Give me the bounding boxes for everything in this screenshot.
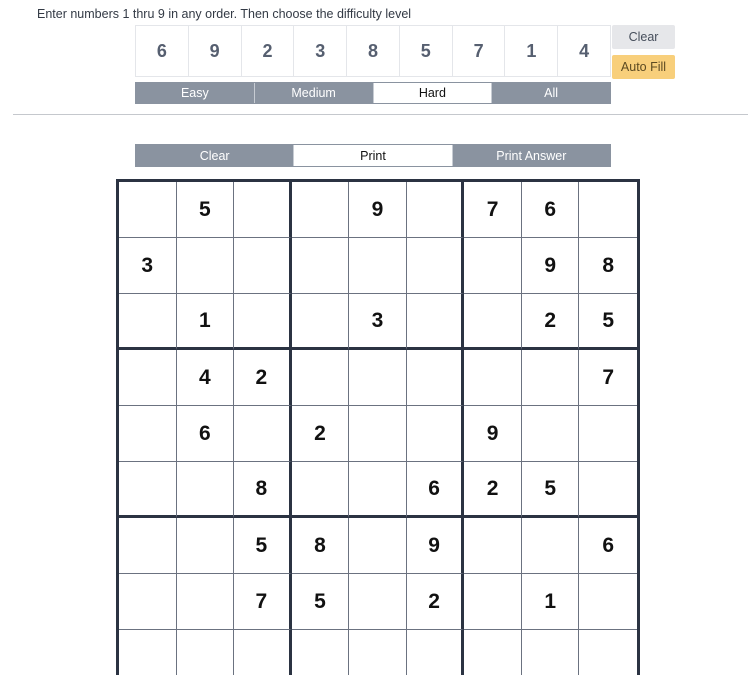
sudoku-cell[interactable]: 2: [464, 462, 522, 518]
sudoku-cell[interactable]: [349, 406, 407, 462]
sudoku-cell[interactable]: [292, 462, 350, 518]
sudoku-cell[interactable]: [292, 182, 350, 238]
difficulty-easy-button[interactable]: Easy: [136, 83, 255, 103]
sudoku-cell[interactable]: 5: [522, 462, 580, 518]
difficulty-selector: [135, 82, 611, 104]
sudoku-cell[interactable]: [234, 238, 292, 294]
sudoku-cell[interactable]: 5: [579, 294, 637, 350]
sudoku-cell[interactable]: 5: [234, 518, 292, 574]
difficulty-medium-button[interactable]: Medium: [255, 83, 374, 103]
sudoku-cell[interactable]: [119, 406, 177, 462]
sudoku-cell[interactable]: [464, 294, 522, 350]
sudoku-cell[interactable]: [522, 406, 580, 462]
sudoku-cell[interactable]: [234, 182, 292, 238]
sudoku-cell[interactable]: [119, 462, 177, 518]
sudoku-cell[interactable]: [292, 294, 350, 350]
sudoku-cell[interactable]: 2: [407, 574, 465, 630]
sudoku-cell[interactable]: [579, 574, 637, 630]
sudoku-cell[interactable]: 9: [349, 182, 407, 238]
sudoku-cell[interactable]: [464, 574, 522, 630]
print-button[interactable]: Print: [294, 145, 452, 166]
seed-input[interactable]: 5: [400, 26, 453, 76]
sudoku-cell[interactable]: 2: [292, 406, 350, 462]
sudoku-cell[interactable]: 7: [464, 182, 522, 238]
sudoku-cell[interactable]: [119, 630, 177, 675]
sudoku-cell[interactable]: [177, 238, 235, 294]
sudoku-cell[interactable]: [349, 238, 407, 294]
sudoku-cell[interactable]: 6: [407, 462, 465, 518]
sudoku-cell[interactable]: 6: [177, 406, 235, 462]
sudoku-cell[interactable]: [119, 294, 177, 350]
sudoku-board: [116, 179, 640, 675]
sudoku-cell[interactable]: 7: [234, 574, 292, 630]
sudoku-cell[interactable]: 8: [292, 518, 350, 574]
sudoku-cell[interactable]: [464, 518, 522, 574]
difficulty-hard-button[interactable]: Hard: [374, 83, 493, 103]
seed-clear-button[interactable]: Clear: [612, 25, 675, 49]
sudoku-cell[interactable]: [579, 630, 637, 675]
seed-input[interactable]: 8: [347, 26, 400, 76]
sudoku-cell[interactable]: [177, 574, 235, 630]
sudoku-cell[interactable]: [464, 238, 522, 294]
board-clear-button[interactable]: Clear: [136, 145, 294, 166]
sudoku-cell[interactable]: 8: [234, 462, 292, 518]
sudoku-cell[interactable]: [407, 350, 465, 406]
sudoku-cell[interactable]: 9: [464, 406, 522, 462]
seed-input[interactable]: 4: [579, 40, 590, 61]
sudoku-cell[interactable]: 1: [177, 294, 235, 350]
seed-input[interactable]: 1: [505, 26, 558, 76]
sudoku-cell[interactable]: [292, 350, 350, 406]
sudoku-cell[interactable]: [234, 294, 292, 350]
sudoku-cell[interactable]: [349, 630, 407, 675]
sudoku-cell[interactable]: [177, 518, 235, 574]
sudoku-cell[interactable]: 4: [177, 350, 235, 406]
seed-input[interactable]: 9: [189, 26, 242, 76]
seed-input[interactable]: 7: [453, 26, 506, 76]
sudoku-cell[interactable]: [407, 294, 465, 350]
sudoku-cell[interactable]: [579, 406, 637, 462]
sudoku-cell[interactable]: 9: [522, 238, 580, 294]
sudoku-cell[interactable]: [349, 462, 407, 518]
sudoku-cell[interactable]: [407, 238, 465, 294]
sudoku-cell[interactable]: [119, 182, 177, 238]
sudoku-cell[interactable]: [407, 406, 465, 462]
section-divider: [13, 114, 748, 115]
sudoku-cell[interactable]: [407, 182, 465, 238]
sudoku-cell[interactable]: [177, 462, 235, 518]
seed-number-row: [135, 25, 611, 77]
sudoku-cell[interactable]: [579, 462, 637, 518]
sudoku-cell[interactable]: [579, 182, 637, 238]
sudoku-cell[interactable]: 8: [579, 238, 637, 294]
seed-input[interactable]: 2: [242, 26, 295, 76]
sudoku-cell[interactable]: 6: [522, 182, 580, 238]
sudoku-cell[interactable]: [177, 630, 235, 675]
sudoku-cell[interactable]: [407, 630, 465, 675]
sudoku-cell[interactable]: [522, 630, 580, 675]
sudoku-cell[interactable]: 1: [522, 574, 580, 630]
sudoku-cell[interactable]: [522, 350, 580, 406]
sudoku-cell[interactable]: [234, 406, 292, 462]
sudoku-cell[interactable]: [119, 518, 177, 574]
sudoku-cell[interactable]: [349, 574, 407, 630]
sudoku-cell[interactable]: 5: [177, 182, 235, 238]
sudoku-cell[interactable]: 7: [579, 350, 637, 406]
sudoku-cell[interactable]: 2: [522, 294, 580, 350]
sudoku-cell[interactable]: 9: [407, 518, 465, 574]
sudoku-cell[interactable]: [119, 350, 177, 406]
sudoku-cell[interactable]: [464, 350, 522, 406]
difficulty-all-button[interactable]: All: [544, 86, 559, 100]
sudoku-cell[interactable]: [292, 630, 350, 675]
action-bar: [135, 144, 611, 167]
seed-input[interactable]: 3: [294, 26, 347, 76]
sudoku-cell[interactable]: [292, 238, 350, 294]
sudoku-cell[interactable]: [119, 574, 177, 630]
sudoku-cell[interactable]: 2: [234, 350, 292, 406]
sudoku-cell[interactable]: 3: [349, 294, 407, 350]
sudoku-cell[interactable]: [349, 350, 407, 406]
instruction-text: Enter numbers 1 thru 9 in any order. Then choose the difficulty level: [37, 7, 412, 21]
sudoku-cell[interactable]: 6: [579, 518, 637, 574]
sudoku-cell[interactable]: 3: [119, 238, 177, 294]
sudoku-cell[interactable]: [464, 630, 522, 675]
sudoku-cell[interactable]: [349, 518, 407, 574]
sudoku-cell[interactable]: [234, 630, 292, 675]
print-answer-button[interactable]: Print Answer: [496, 148, 567, 163]
seed-input[interactable]: 6: [136, 26, 189, 76]
sudoku-cell[interactable]: 5: [292, 574, 350, 630]
auto-fill-button[interactable]: Auto Fill: [612, 55, 675, 79]
sudoku-cell[interactable]: [522, 518, 580, 574]
